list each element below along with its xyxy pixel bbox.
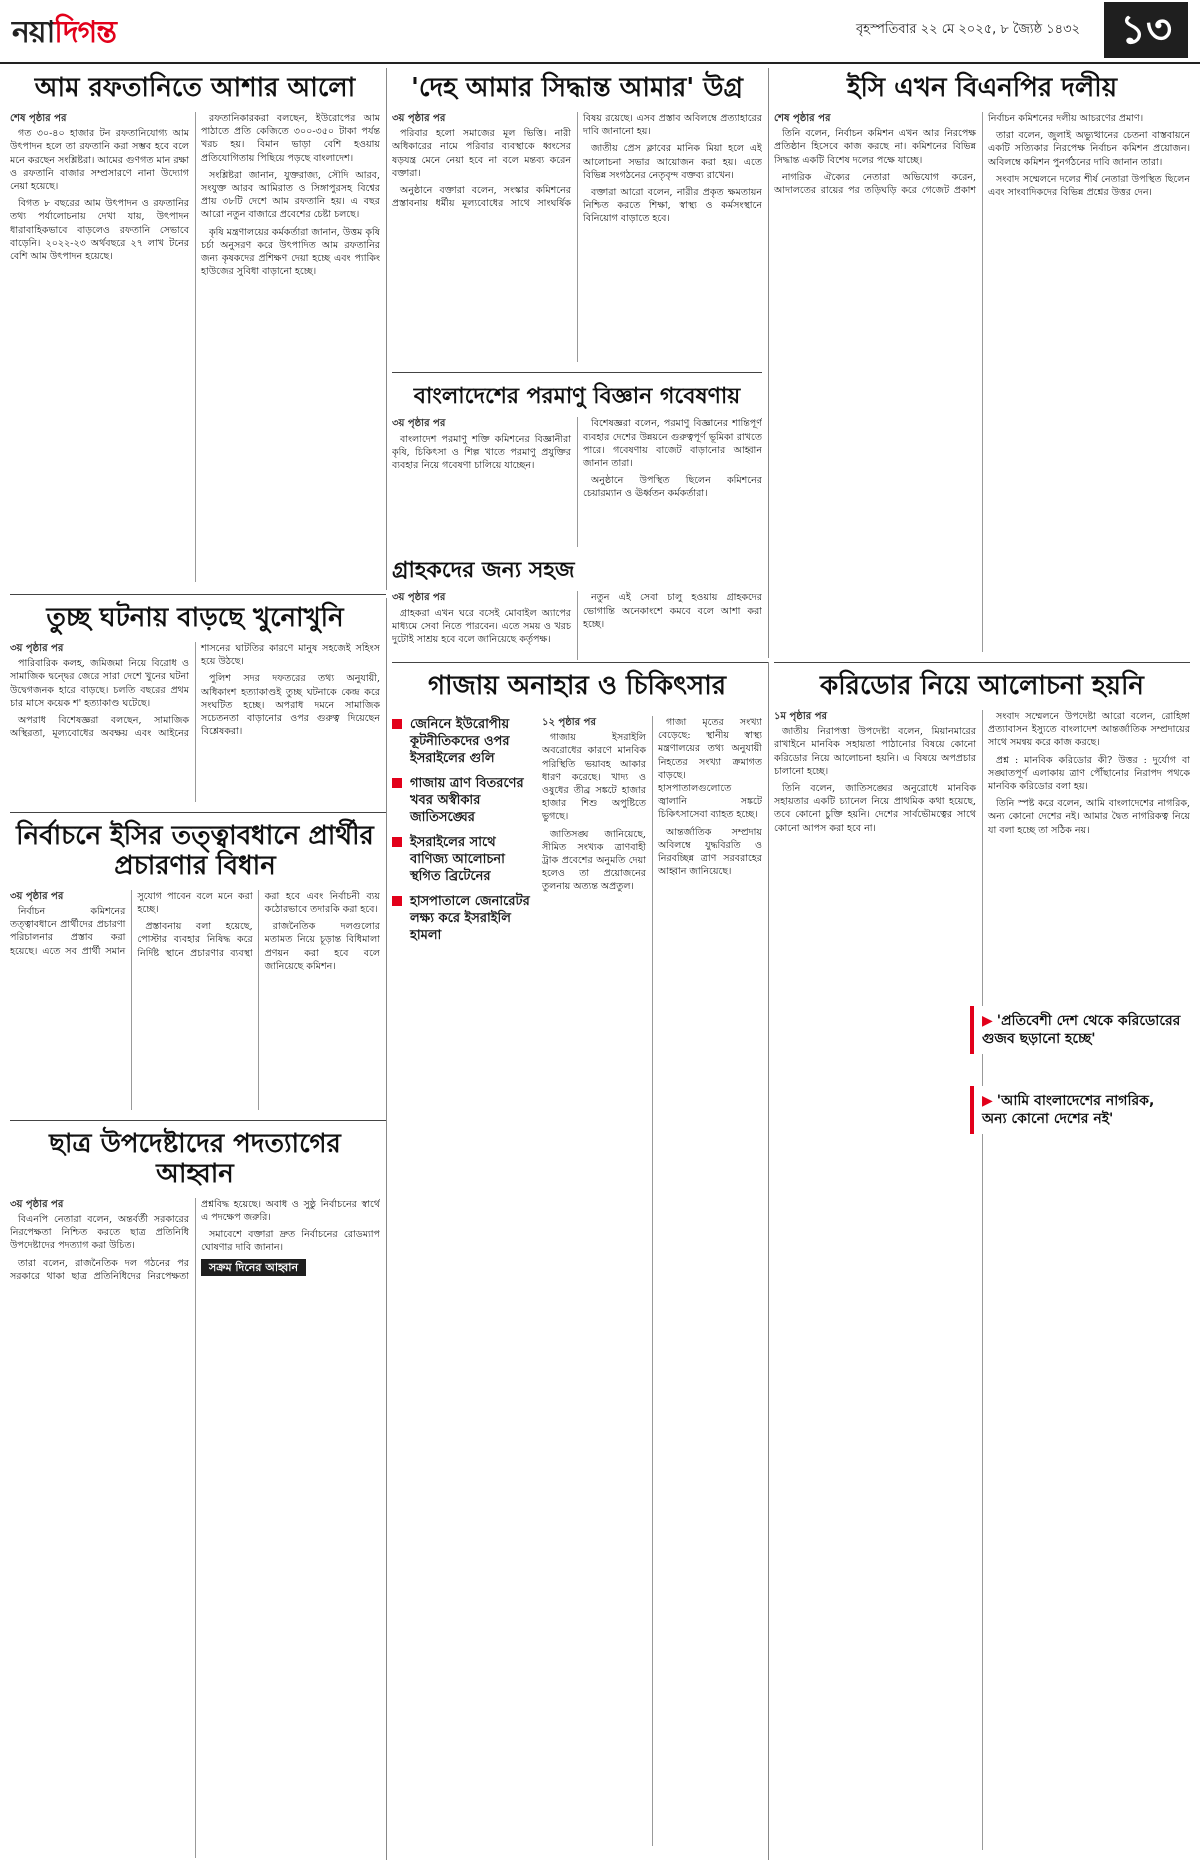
bullet-square-icon bbox=[392, 778, 402, 788]
bullet-square-icon bbox=[392, 896, 402, 906]
column-divider bbox=[386, 598, 387, 1860]
article-student bbox=[10, 1124, 380, 1860]
bullet-text: গাজায় ত্রাণ বিতরণের খবর অস্বীকার জাতিসঙ্ঘের bbox=[410, 776, 524, 825]
paragraph: বিশেষজ্ঞরা বলেন, পরমাণু বিজ্ঞানের শান্তিপূর্ণ ব্যবহার দেশের উন্নয়নে গুরুত্বপূর্ণ ভূমিকা রাখতে পারে। গবেষণায় বাজেট বাড়ানোর আহ্বান জানান তারা। bbox=[583, 418, 762, 469]
article-body bbox=[774, 710, 1190, 1850]
bullet-text: ইসরাইলের সাথে বাণিজ্য আলোচনা স্থগিত ব্রিটেনের bbox=[410, 835, 505, 884]
quote-marker-icon: ▶ bbox=[982, 1013, 993, 1029]
paragraph: রাজনৈতিক দলগুলোর মতামত নিয়ে চূড়ান্ত বিধিমালা প্রণয়ন করা হবে বলে জানিয়েছে কমিশন। bbox=[264, 921, 380, 972]
quote-marker-icon: ▶ bbox=[982, 1093, 993, 1109]
paragraph: অনুষ্ঠানে বক্তারা বলেন, সংস্কার কমিশনের প্রস্তাবনায় ধর্মীয় মূল্যবোধের সাথে সাংঘর্ষিক বিষয় রয়েছে। এসব প্রস্তাব অবিলম্বে প্রত্যাহারের দাবি জানানো হয়। bbox=[392, 112, 762, 210]
headline-election: নির্বাচনে ইসির তত্ত্বাবধানে প্রার্থীর প্রচারণার বিধান bbox=[16, 821, 374, 881]
article-nuclear bbox=[392, 378, 762, 548]
paragraph: বাংলাদেশ পরমাণু শক্তি কমিশনের বিজ্ঞানীরা কৃষি, চিকিৎসা ও শিল্প খাতে পরমাণু প্রযুক্তির ব্যবহার নিয়ে গবেষণা চালিয়ে যাচ্ছেন। bbox=[392, 433, 571, 471]
headline-gaza: গাজায় অনাহার ও চিকিৎসার bbox=[427, 671, 727, 701]
paragraph: প্রস্তাবনায় বলা হয়েছে, পোস্টার ব্যবহার নিষিদ্ধ করে নির্দিষ্ট স্থানে প্রচারণার ব্যবস্থা করা হবে এবং নির্বাচনী ব্যয় কঠোরভাবে তদারকি করা হবে। bbox=[137, 890, 380, 959]
column-divider bbox=[768, 662, 769, 1860]
article-body bbox=[392, 417, 762, 547]
paragraph: কৃষি মন্ত্রণালয়ের কর্মকর্তারা জানান, উত্তম কৃষি চর্চা অনুসরণ করে উৎপাদিত আম রফতানির জন্য কৃষকদের প্রশিক্ষণ দেয়া হচ্ছে এবং প্যাকিং হাউজের সুবিধা বাড়ানো হচ্ছে। bbox=[201, 226, 380, 278]
pull-quote-text: 'আমি বাংলাদেশের নাগরিক, অন্য কোনো দেশের নই' bbox=[982, 1093, 1155, 1127]
page-number: ১৩ bbox=[1104, 2, 1188, 58]
paragraph: জাতিসঙ্ঘ জানিয়েছে, সীমিত সংখ্যক ত্রাণবাহী ট্রাক প্রবেশের অনুমতি দেয়া হলেও তা প্রয়োজনের তুলনায় অত্যন্ত অপ্রতুল। bbox=[542, 828, 646, 893]
article-body bbox=[10, 642, 380, 802]
paragraph: নাগরিক ঐক্যের নেতারা অভিযোগ করেন, আদালতের রায়ের পর তড়িঘড়ি করে গেজেট প্রকাশ নির্বাচন কমিশনের দলীয় আচরণের প্রমাণ। bbox=[774, 112, 1144, 196]
section-divider bbox=[392, 372, 762, 373]
article-body bbox=[392, 591, 762, 660]
headline-nuclear: বাংলাদেশের পরমাণু বিজ্ঞান গবেষণায় bbox=[413, 384, 741, 409]
paragraph: নির্বাচন কমিশনের তত্ত্বাবধানে প্রার্থীদের প্রচারণা পরিচালনার প্রস্তাব করা হয়েছে। এতে সব প্রার্থী সমান সুযোগ পাবেন বলে মনে করা হচ্ছে। bbox=[10, 890, 253, 957]
headline-body-rights: 'দেহ আমার সিদ্ধান্ত আমার' উগ্র bbox=[410, 73, 744, 103]
continued-label: ৩য় পৃষ্ঠার পর bbox=[10, 890, 64, 902]
gaza-bullet-list bbox=[392, 716, 532, 952]
bullet-text: জেনিনে ইউরোপীয় কূটনীতিকদের ওপর ইসরাইলের গুলি bbox=[410, 717, 510, 766]
paragraph: সংবাদ সম্মেলনে দলের শীর্ষ নেতারা উপস্থিত ছিলেন এবং সাংবাদিকদের বিভিন্ন প্রশ্নের উত্তর দেন। bbox=[988, 173, 1190, 198]
continued-label: শেষ পৃষ্ঠার পর bbox=[10, 112, 67, 124]
paragraph: পুলিশ সদর দফতরের তথ্য অনুযায়ী, অধিকাংশ হত্যাকাণ্ডই তুচ্ছ ঘটনাকে কেন্দ্র করে সংঘটিত হচ্ছে। অপরাধ দমনে সামাজিক সচেতনতা বাড়ানোর ওপর গুরুত্ব দিয়েছেন বিশ্লেষকরা। bbox=[201, 673, 380, 738]
bullet-square-icon bbox=[392, 837, 402, 847]
pull-quote-1 bbox=[970, 1006, 1190, 1054]
section-divider bbox=[10, 812, 386, 813]
paragraph: তারা বলেন, রাজনৈতিক দল গঠনের পর সরকারে থাকা ছাত্র প্রতিনিধিদের নিরপেক্ষতা প্রশ্নবিদ্ধ হয়েছে। অবাধ ও সুষ্ঠু নির্বাচনের স্বার্থে এ পদক্ষেপ জরুরি। bbox=[10, 1198, 380, 1282]
article-body-rights bbox=[392, 68, 762, 368]
article-murder bbox=[10, 598, 380, 808]
paragraph: নতুন এই সেবা চালু হওয়ায় গ্রাহকদের ভোগান্তি অনেকাংশে কমবে বলে আশা করা হচ্ছে। bbox=[583, 592, 762, 630]
article-body bbox=[392, 112, 762, 362]
pull-quote-2 bbox=[970, 1086, 1190, 1134]
paragraph: আন্তর্জাতিক সম্প্রদায় অবিলম্বে যুদ্ধবিরতি ও নিরবচ্ছিন্ন ত্রাণ সরবরাহের আহ্বান জানিয়েছে। bbox=[658, 826, 762, 878]
bullet-text: হাসপাতালে জেনারেটর লক্ষ্য করে ইসরাইলি হামলা bbox=[410, 894, 530, 943]
headline-murder: তুচ্ছ ঘটনায় বাড়ছে খুনোখুনি bbox=[46, 603, 344, 633]
logo-suffix: দিগন্ত bbox=[54, 15, 116, 50]
paragraph: গাজায় ইসরাইলি অবরোধের কারণে মানবিক পরিস্থিতি ভয়াবহ আকার ধারণ করেছে। খাদ্য ও ওষুধের তীব্র সঙ্কটে হাজার হাজার শিশু অপুষ্টিতে ভুগছে। bbox=[542, 732, 646, 823]
paragraph: অপরাধ বিশেষজ্ঞরা বলছেন, সামাজিক অস্থিরতা, মূল্যবোধের অবক্ষয় এবং আইনের শাসনের ঘাটতির কারণে মানুষ সহজেই সহিংস হয়ে উঠছে। bbox=[10, 642, 380, 740]
paragraph: তারা বলেন, জুলাই অভ্যুত্থানের চেতনা বাস্তবায়নে একটি সত্যিকার নিরপেক্ষ নির্বাচন কমিশন প্রয়োজন। অবিলম্বে কমিশন পুনর্গঠনের দাবি জানান তারা। bbox=[988, 130, 1190, 168]
bullet-item bbox=[392, 834, 532, 885]
continued-label: ৩য় পৃষ্ঠার পর bbox=[392, 418, 446, 430]
paragraph: পরিবার হলো সমাজের মূল ভিত্তি। নারী অধিকারের নামে পরিবার ব্যবস্থাকে ধ্বংসের ষড়যন্ত্র মেনে নেয়া হবে না বলে মন্তব্য করেন বক্তারা। bbox=[392, 128, 571, 179]
article-esi bbox=[774, 68, 1190, 658]
section-divider bbox=[10, 594, 386, 595]
section-divider bbox=[10, 1120, 386, 1121]
paragraph: তিনি স্পষ্ট করে বলেন, আমি বাংলাদেশের নাগরিক, অন্য কোনো দেশের নই। আমার দ্বৈত নাগরিকত্ব নিয়ে যা বলা হচ্ছে তা সঠিক নয়। bbox=[988, 798, 1190, 836]
paragraph: অনুষ্ঠানে উপস্থিত ছিলেন কমিশনের চেয়ারম্যান ও ঊর্ধ্বতন কর্মকর্তারা। bbox=[583, 475, 762, 500]
article-mango bbox=[10, 68, 380, 590]
continued-label: ১২ পৃষ্ঠার পর bbox=[542, 717, 596, 728]
bullet-item bbox=[392, 893, 532, 944]
continued-label: ৩য় পৃষ্ঠার পর bbox=[10, 1198, 64, 1210]
headline-student: ছাত্র উপদেষ্টাদের পদত্যাগের আহ্বান bbox=[49, 1129, 341, 1189]
bullet-item bbox=[392, 775, 532, 826]
article-corridor bbox=[774, 666, 1190, 1860]
article-election bbox=[10, 816, 380, 1116]
headline-corridor: করিডোর নিয়ে আলোচনা হয়নি bbox=[820, 671, 1144, 701]
paragraph: বক্তারা আরো বলেন, নারীর প্রকৃত ক্ষমতায়ন নিশ্চিত করতে শিক্ষা, স্বাস্থ্য ও কর্মসংস্থানে বিনিয়োগ বাড়াতে হবে। bbox=[583, 186, 762, 225]
pull-quote-text: 'প্রতিবেশী দেশ থেকে করিডোরের গুজব ছড়ানো হচ্ছে' bbox=[982, 1013, 1181, 1047]
article-body bbox=[10, 890, 380, 1110]
headline-esi: ইসি এখন বিএনপির দলীয় bbox=[846, 73, 1118, 103]
paragraph: সংশ্লিষ্টরা জানান, যুক্তরাজ্য, সৌদি আরব, সংযুক্ত আরব আমিরাত ও সিঙ্গাপুরসহ বিশ্বের প্রায় ৩৮টি দেশে আম রফতানি হয়। এ বছর আরো নতুন বাজারে প্রবেশের চেষ্টা চলছে। bbox=[201, 169, 380, 221]
paragraph: পারিবারিক কলহ, জমিজমা নিয়ে বিরোধ ও সামাজিক দ্বন্দ্বের জেরে সারা দেশে খুনের ঘটনা উদ্বেগজনক হারে বাড়ছে। চলতি বছরের প্রথম চার মাসে কয়েক শ' হত্যাকাণ্ড ঘটেছে। bbox=[10, 658, 189, 709]
continued-label: ৩য় পৃষ্ঠার পর bbox=[10, 642, 64, 654]
paragraph: জাতীয় নিরাপত্তা উপদেষ্টা বলেন, মিয়ানমারের রাখাইনে মানবিক সহায়তা পাঠানোর বিষয়ে কোনো করিডোর নিয়ে আলোচনা হয়নি। এ বিষয়ে অপপ্রচার চালানো হচ্ছে। bbox=[774, 726, 976, 777]
bullet-square-icon bbox=[392, 719, 402, 729]
paragraph: বিএনপি নেতারা বলেন, অন্তর্বর্তী সরকারের নিরপেক্ষতা নিশ্চিত করতে ছাত্র প্রতিনিধি উপদেষ্টাদের পদত্যাগ করা উচিত। bbox=[10, 1213, 189, 1252]
masthead bbox=[0, 0, 1200, 64]
article-body bbox=[10, 112, 380, 582]
bullet-item bbox=[392, 716, 532, 767]
article-body bbox=[774, 112, 1190, 652]
continued-label: ১ম পৃষ্ঠার পর bbox=[774, 710, 827, 722]
continued-label: শেষ পৃষ্ঠার পর bbox=[774, 112, 831, 124]
newspaper-logo[interactable] bbox=[12, 8, 116, 59]
paragraph: বিগত ৮ বছরের আম উৎপাদন ও রফতানির তথ্য পর্যালোচনায় দেখা যায়, উৎপাদন ধারাবাহিকভাবে বাড়লেও রফতানি সেভাবে বাড়েনি। ২০২২-২৩ অর্থবছরে ২৭ লাখ টনের বেশি আম উৎপাদন হয়েছে। bbox=[10, 198, 189, 262]
headline-mango: আম রফতানিতে আশার আলো bbox=[34, 73, 356, 103]
article-gaza bbox=[392, 666, 762, 1860]
paragraph: তিনি বলেন, নির্বাচন কমিশন এখন আর নিরপেক্ষ প্রতিষ্ঠান হিসেবে কাজ করছে না। কমিশনের বিভিন্ন সিদ্ধান্ত একটি বিশেষ দলের পক্ষে যাচ্ছে। bbox=[774, 128, 976, 166]
paragraph: জাতীয় প্রেস ক্লাবের মানিক মিয়া হলে এই আলোচনা সভার আয়োজন করা হয়। এতে বিভিন্ন সংগঠনের নেতৃবৃন্দ বক্তব্য রাখেন। bbox=[583, 143, 762, 181]
continued-label: ৩য় পৃষ্ঠার পর bbox=[392, 112, 446, 124]
paragraph: তিনি বলেন, জাতিসঙ্ঘের অনুরোধে মানবিক সহায়তার একটি চ্যানেল নিয়ে প্রাথমিক কথা হয়েছে, তবে কোনো চুক্তি হয়নি। দেশের সার্বভৌমত্বের সাথে কোনো আপস করা হবে না। bbox=[774, 782, 976, 834]
logo-prefix: নয়া bbox=[12, 15, 55, 50]
column-divider bbox=[386, 68, 387, 590]
paragraph: গত ৩০-৪০ হাজার টন রফতানিযোগ্য আম উৎপাদন হলে তা রফতানি করা সম্ভব হবে বলে মনে করছেন সংশ্লিষ্টরা। আমের গুণগত মান রক্ষা ও রফতানি বাজার সম্প্রসারণে নানা উদ্যোগ নেয়া হয়েছে। bbox=[10, 128, 189, 192]
article-customers bbox=[392, 552, 762, 660]
section-divider bbox=[392, 662, 768, 663]
paragraph: গাজা মৃতের সংখ্যা বেড়েছে: স্থানীয় স্বাস্থ্য মন্ত্রণালয়ের তথ্য অনুযায়ী নিহতের সংখ্যা ক্রমাগত বাড়ছে। হাসপাতালগুলোতে জ্বালানি সঙ্কটে চিকিৎসাসেবা ব্যাহত হচ্ছে। bbox=[658, 717, 762, 821]
issue-date: বৃহস্পতিবার ২২ মে ২০২৫, ৮ জ্যৈষ্ঠ ১৪৩২ bbox=[855, 22, 1080, 37]
paragraph: সমাবেশে বক্তারা দ্রুত নির্বাচনের রোডম্যাপ ঘোষণার দাবি জানান। bbox=[201, 1229, 380, 1254]
paragraph: প্রশ্ন : মানবিক করিডোর কী? উত্তর : দুর্যোগ বা সঙ্ঘাতপূর্ণ এলাকায় ত্রাণ পৌঁছানোর নিরাপদ পথকে মানবিক করিডোর বলা হয়। bbox=[988, 754, 1190, 792]
headline-customers: গ্রাহকদের জন্য সহজ bbox=[392, 558, 575, 583]
article-body bbox=[10, 1198, 380, 1858]
paragraph: গ্রাহকরা এখন ঘরে বসেই মোবাইল অ্যাপের মাধ্যমে সেবা নিতে পারবেন। এতে সময় ও খরচ দুটোই সাশ্রয় হবে বলে জানিয়েছে কর্তৃপক্ষ। bbox=[392, 607, 571, 645]
article-body bbox=[542, 716, 762, 1846]
subhead-box: সক্রম দিনের আহ্বান bbox=[201, 1259, 306, 1276]
column-divider bbox=[768, 68, 769, 658]
paragraph: সংবাদ সম্মেলনে উপদেষ্টা আরো বলেন, রোহিঙ্গা প্রত্যাবাসন ইস্যুতে বাংলাদেশ আন্তর্জাতিক সম্প্রদায়ের সাথে সমন্বয় করে কাজ করছে। bbox=[988, 710, 1190, 749]
section-divider bbox=[774, 662, 1190, 663]
paragraph: রফতানিকারকরা বলছেন, ইউরোপের আম পাঠাতে প্রতি কেজিতে ৩০০-৩৫০ টাকা পর্যন্ত খরচ হয়। বিমান ভাড়া বেশি হওয়ায় প্রতিযোগিতায় পিছিয়ে পড়ছে বাংলাদেশ। bbox=[201, 112, 380, 164]
continued-label: ৩য় পৃষ্ঠার পর bbox=[392, 592, 446, 604]
